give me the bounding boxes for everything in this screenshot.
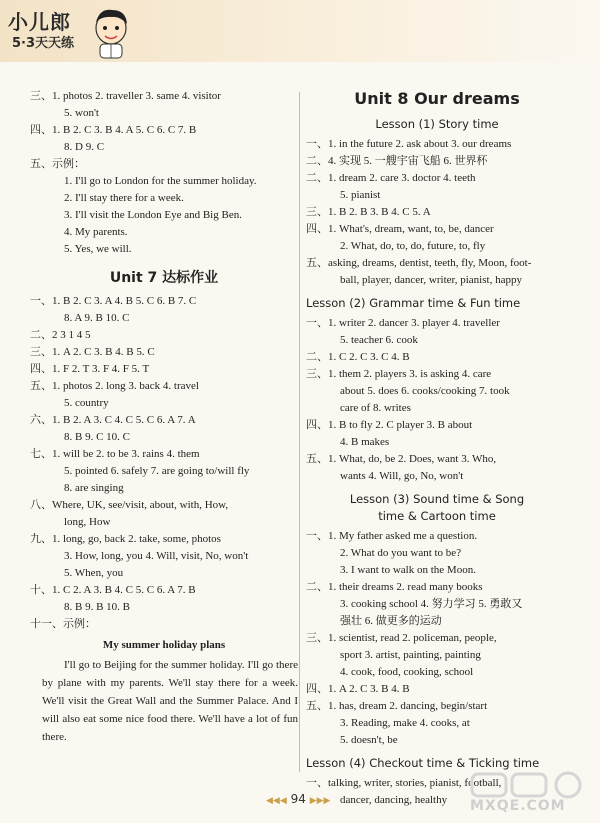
- lesson1-heading: Lesson (1) Story time: [375, 117, 499, 131]
- answer-line: 二、4. 实现 5. 一艘宇宙飞船 6. 世界杯: [306, 155, 488, 167]
- answer-line: 3. How, long, you 4. Will, visit, No, won't: [64, 550, 249, 562]
- unit7-answers: [30, 293, 298, 633]
- watermark-logo-icon: [470, 770, 590, 800]
- answer-line: care of 8. writes: [340, 402, 411, 414]
- answer-line: 1. I'll go to London for the summer holiday.: [64, 175, 257, 187]
- next-arrows-icon: ▶▶▶: [309, 796, 331, 806]
- answer-line: 一、1. My father asked me a question.: [306, 530, 478, 542]
- unit7-heading: Unit 7 达标作业: [109, 270, 219, 286]
- answer-line: 三、1. them 2. players 3. is asking 4. care: [306, 368, 492, 380]
- answer-block-top: [30, 88, 298, 258]
- lesson2-answers: [306, 315, 568, 485]
- answer-line: 5. country: [64, 397, 109, 409]
- answer-line: 8. B 9. C 10. C: [64, 431, 131, 443]
- answer-line: sport 3. artist, painting, painting: [340, 649, 481, 661]
- answer-line: ball, player, dancer, writer, pianist, happy: [340, 274, 522, 286]
- answer-line: 二、2 3 1 4 5: [30, 329, 91, 341]
- answer-line: 四、1. B to fly 2. C player 3. B about: [306, 419, 473, 431]
- answer-line: 一、1. in the future 2. ask about 3. our dreams: [306, 138, 512, 150]
- answer-line: 五、asking, dreams, dentist, teeth, fly, Moon, foot-: [306, 257, 532, 269]
- answer-line: long, How: [64, 516, 111, 528]
- brand-logo: [6, 4, 126, 58]
- header-banner: [0, 0, 600, 62]
- logo-subtitle: 5·3天天练: [12, 36, 75, 51]
- answer-line: wants 4. Will, go, No, won't: [340, 470, 464, 482]
- answer-line: 3. I want to walk on the Moon.: [340, 564, 476, 576]
- answer-line: 一、talking, writer, stories, pianist, football,: [306, 777, 502, 789]
- answer-line: 8. B 9. B 10. B: [64, 601, 131, 613]
- essay-body: I'll go to Beijing for the summer holiday. I'll go there by plane with my parents. We'll stay there for a week. We'll visit the Great Wall and the Summer Palace. And I will also eat some nice food there. We'll have a lot of fun there.: [42, 659, 298, 743]
- answer-line: 8. are singing: [64, 482, 124, 494]
- answer-line: 4. B makes: [340, 436, 390, 448]
- right-column: [306, 88, 568, 809]
- answer-line: 三、1. scientist, read 2. policeman, people,: [306, 632, 497, 644]
- lesson2-heading: Lesson (2) Grammar time & Fun time: [306, 296, 521, 310]
- answer-line: 3. I'll visit the London Eye and Big Ben.: [64, 209, 242, 221]
- answer-line: 2. What, do, to, do, future, to, fly: [340, 240, 486, 252]
- lesson3-answers: [306, 528, 568, 749]
- prev-arrows-icon: ◀◀◀: [266, 796, 287, 806]
- answer-line: dancer, dancing, healthy: [340, 794, 448, 806]
- answer-line: 二、1. their dreams 2. read many books: [306, 581, 483, 593]
- answer-line: 四、1. F 2. T 3. F 4. F 5. T: [30, 363, 150, 375]
- lesson4-heading: Lesson (4) Checkout time & Ticking time: [306, 756, 540, 770]
- column-divider: [299, 92, 300, 772]
- essay-title: My summer holiday plans: [102, 639, 226, 651]
- lesson1-answers: [306, 136, 568, 289]
- answer-line: 八、Where, UK, see/visit, about, with, How,: [30, 499, 229, 511]
- answer-line: 五、示例：: [30, 158, 85, 170]
- answer-line: 三、1. A 2. C 3. B 4. B 5. C: [30, 346, 155, 358]
- answer-line: 四、1. A 2. C 3. B 4. B: [306, 683, 410, 695]
- answer-line: 5. doesn't, be: [340, 734, 398, 746]
- left-column: [30, 88, 298, 746]
- answer-line: 5. won't: [64, 107, 99, 119]
- answer-line: 三、1. photos 2. traveller 3. same 4. visitor: [30, 90, 221, 102]
- page-number: [266, 792, 330, 806]
- answer-line: 五、1. photos 2. long 3. back 4. travel: [30, 380, 199, 392]
- answer-line: 5. Yes, we will.: [64, 243, 132, 255]
- answer-line: 2. I'll stay there for a week.: [64, 192, 184, 204]
- mascot-boy-icon: [90, 6, 132, 60]
- answer-line: 十一、示例：: [30, 618, 96, 630]
- lesson3-heading-line2: time & Cartoon time: [378, 509, 496, 523]
- answer-line: 三、1. B 2. B 3. B 4. C 5. A: [306, 206, 431, 218]
- answer-line: 2. What do you want to be?: [340, 547, 462, 559]
- answer-line: 二、1. C 2. C 3. C 4. B: [306, 351, 410, 363]
- answer-line: 8. A 9. B 10. C: [64, 312, 130, 324]
- answer-line: 8. D 9. C: [64, 141, 105, 153]
- answer-line: 七、1. will be 2. to be 3. rains 4. them: [30, 448, 200, 460]
- answer-line: 一、1. B 2. C 3. A 4. B 5. C 6. B 7. C: [30, 295, 197, 307]
- unit8-heading: Unit 8 Our dreams: [354, 89, 520, 108]
- answer-line: 4. cook, food, cooking, school: [340, 666, 474, 678]
- answer-line: 5. teacher 6. cook: [340, 334, 418, 346]
- logo-title: 小儿郎: [8, 10, 71, 34]
- answer-line: 十、1. C 2. A 3. B 4. C 5. C 6. A 7. B: [30, 584, 196, 596]
- answer-line: 九、1. long, go, back 2. take, some, photos: [30, 533, 221, 545]
- answer-line: 五、1. What, do, be 2. Does, want 3. Who,: [306, 453, 497, 465]
- watermark: [470, 770, 592, 818]
- answer-line: 3. cooking school 4. 努力学习 5. 勇敢又: [340, 598, 523, 610]
- answer-line: 5. When, you: [64, 567, 124, 579]
- answer-line: 五、1. has, dream 2. dancing, begin/start: [306, 700, 488, 712]
- answer-line: 5. pianist: [340, 189, 381, 201]
- answer-line: 二、1. dream 2. care 3. doctor 4. teeth: [306, 172, 476, 184]
- answer-line: 六、1. B 2. A 3. C 4. C 5. C 6. A 7. A: [30, 414, 196, 426]
- lesson3-heading-line1: Lesson (3) Sound time & Song: [349, 492, 525, 506]
- answer-line: 3. Reading, make 4. cooks, at: [340, 717, 470, 729]
- page-number-text: 94: [290, 792, 306, 806]
- answer-line: 4. My parents.: [64, 226, 128, 238]
- answer-line: 四、1. B 2. C 3. B 4. A 5. C 6. C 7. B: [30, 124, 197, 136]
- lesson3-heading: [306, 491, 568, 525]
- watermark-text: MXQE.COM: [470, 798, 566, 814]
- answer-line: 强壮 6. 做更多的运动: [340, 615, 442, 627]
- answer-line: 四、1. What's, dream, want, to, be, dancer: [306, 223, 494, 235]
- answer-line: about 5. does 6. cooks/cooking 7. took: [340, 385, 510, 397]
- answer-line: 5. pointed 6. safely 7. are going to/will fly: [64, 465, 250, 477]
- answer-line: 一、1. writer 2. dancer 3. player 4. traveller: [306, 317, 500, 329]
